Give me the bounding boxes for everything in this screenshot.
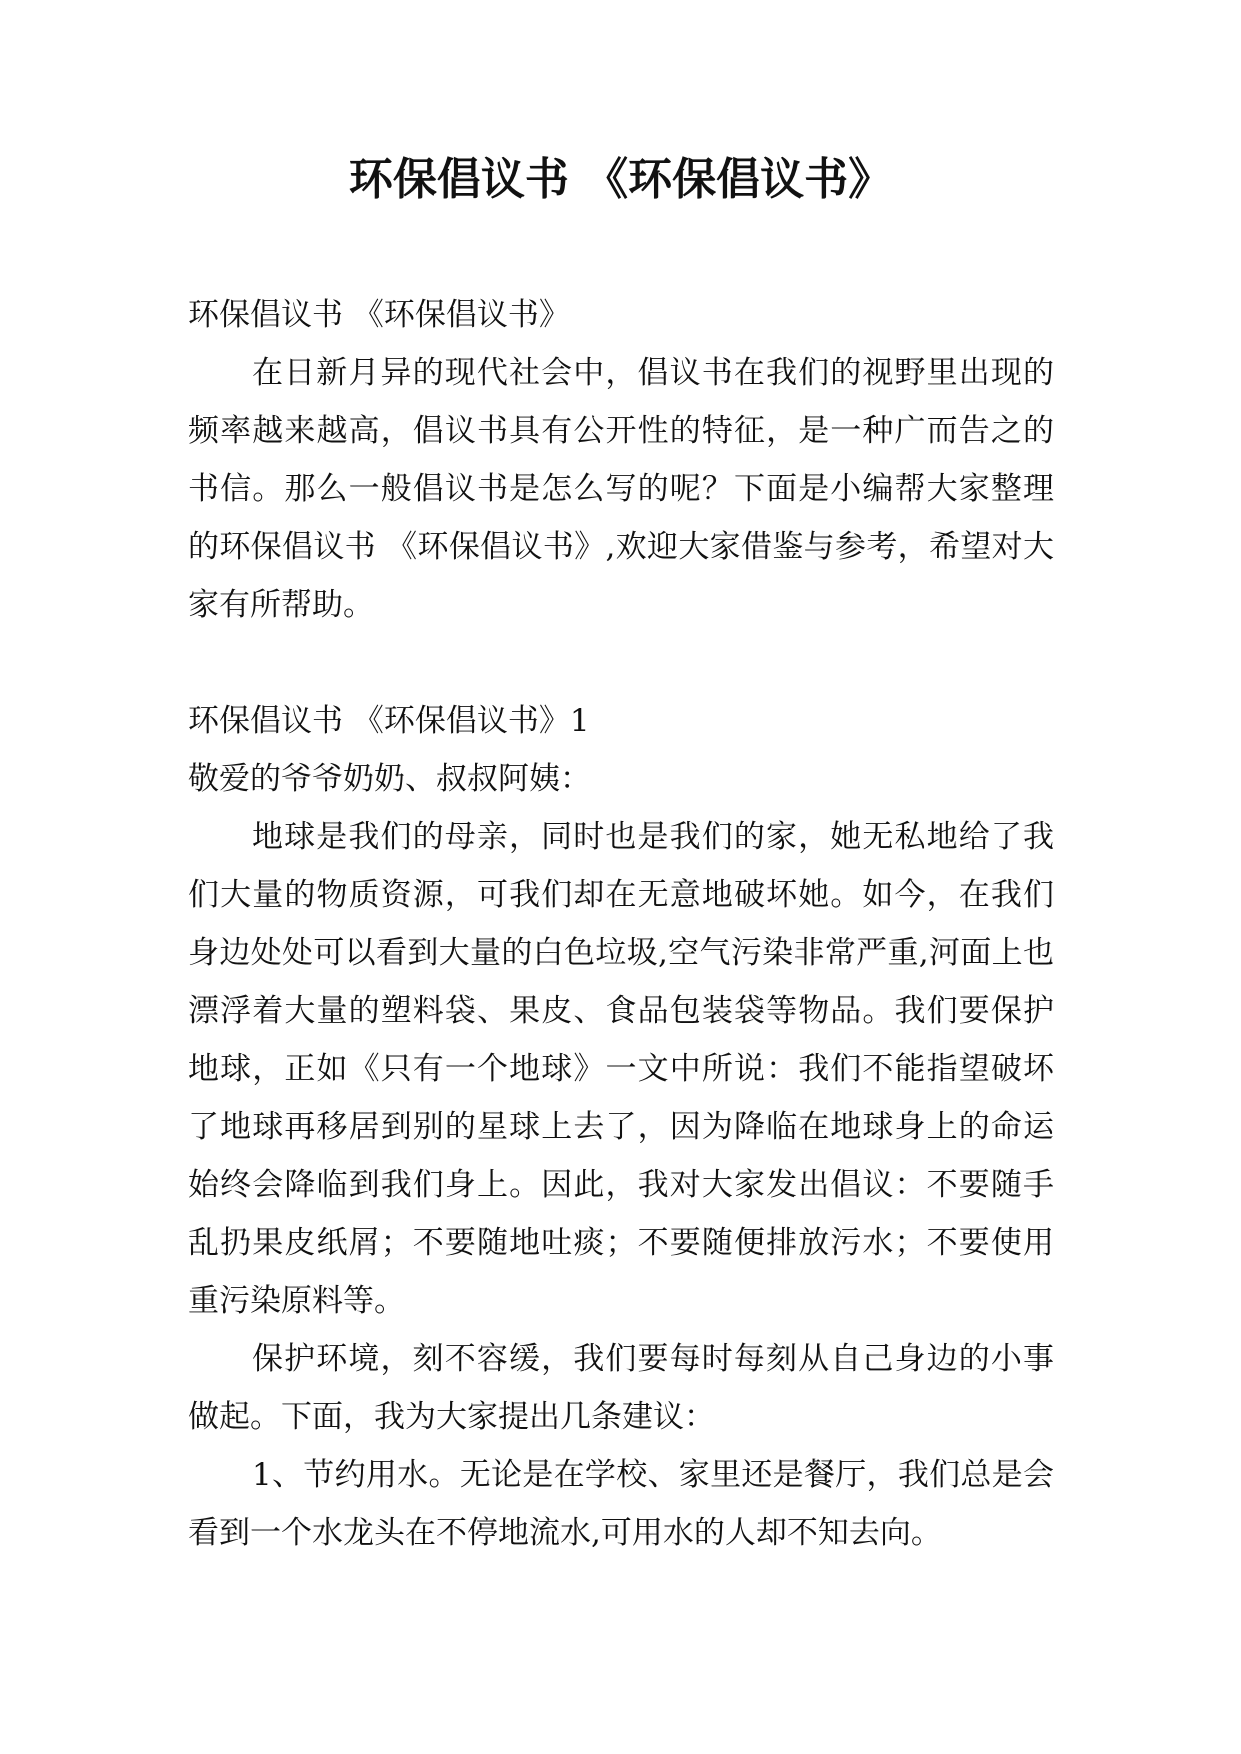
document-subtitle: 环保倡议书 《环保倡议书》 (188, 297, 570, 333)
body-paragraph: 保护环境，刻不容缓，我们要每时每刻从自己身边的小事做起。下面，我为大家提出几条建议： (188, 1341, 1054, 1435)
body-paragraph: 地球是我们的母亲，同时也是我们的家，她无私地给了我们大量的物质资源，可我们却在无意地破坏她。如今，在我们身边处处可以看到大量的白色垃圾,空气污染非常严重,河面上也漂浮着大量的塑料袋、果皮、食品包装袋等物品。我们要保护地球，正如《只有一个地球》一文中所说：我们不能指望破坏了地球再移居到别的星球上去了，因为降临在地球身上的命运始终会降临到我们身上。因此，我对大家发出倡议：不要随手乱扔果皮纸屑；不要随地吐痰；不要随便排放污水；不要使用重污染原料等。 (188, 819, 1054, 1319)
intro-paragraph: 在日新月异的现代社会中，倡议书在我们的视野里出现的频率越来越高，倡议书具有公开性的特征，是一种广而告之的书信。那么一般倡议书是怎么写的呢？下面是小编帮大家整理的环保倡议书 《环保倡议书》,欢迎大家借鉴与参考，希望对大家有所帮助。 (188, 355, 1054, 623)
section-heading: 环保倡议书 《环保倡议书》1 (188, 703, 590, 739)
body-paragraph: 1、节约用水。无论是在学校、家里还是餐厅，我们总是会看到一个水龙头在不停地流水,可用水的人却不知去向。 (188, 1457, 1054, 1551)
section-spacer (188, 634, 1054, 692)
salutation: 敬爱的爷爷奶奶、叔叔阿姨： (188, 761, 591, 797)
document-body (188, 286, 1054, 1562)
document-title: 环保倡议书 《环保倡议书》 (348, 154, 893, 205)
